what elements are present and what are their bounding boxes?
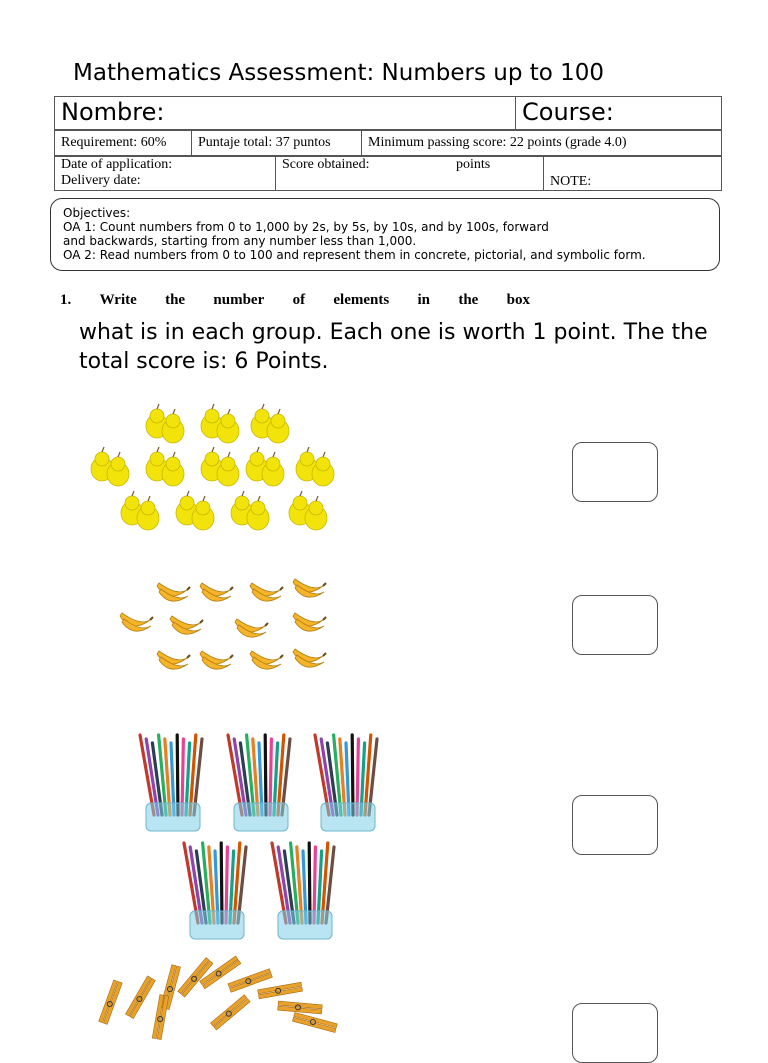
banana-icon: [200, 583, 233, 601]
banana-icon: [250, 651, 283, 669]
pencil-cup-icon: [272, 843, 334, 939]
question-word: of: [292, 292, 306, 308]
pear-pair-icon: [146, 447, 184, 486]
banana-icon: [170, 616, 203, 634]
clothespin-icon: [152, 995, 169, 1040]
delivery-date-label: Delivery date:: [61, 173, 141, 188]
banana-icon: [250, 583, 283, 601]
note-cell[interactable]: [544, 157, 722, 191]
banana-icon: [293, 649, 326, 667]
banana-icon: [157, 583, 190, 601]
oa2-text: OA 2: Read numbers from 0 to 100 and represent them in concrete, pictorial, and symbolic form.: [63, 248, 646, 262]
question-instruction: what is in each group. Each one is worth 1 point. The the total score is: 6 Points.: [79, 320, 708, 374]
points-label: points: [456, 157, 491, 172]
pear-pair-icon: [201, 447, 239, 486]
pear-pair-icon: [246, 447, 284, 486]
clothespin-icon: [258, 982, 303, 999]
banana-icon: [120, 613, 153, 631]
clothespin-icon: [292, 1012, 337, 1032]
score-info-table: [54, 130, 722, 156]
answer-box-1[interactable]: [572, 442, 658, 502]
name-course-table: [54, 96, 722, 130]
name-field[interactable]: Nombre:: [55, 97, 516, 130]
requirement-text: Requirement: 60%: [55, 131, 192, 156]
question-word: the: [458, 292, 479, 308]
pear-pair-icon: [231, 491, 269, 530]
oa1-line1: OA 1: Count numbers from 0 to 1,000 by 2s, by 5s, by 10s, and by 100s, forward: [63, 220, 549, 234]
clothespin-icon: [99, 980, 123, 1024]
min-passing-text: Minimum passing score: 22 points (grade 4.0): [362, 131, 722, 156]
question-word: number: [213, 292, 265, 308]
clothespin-icon: [211, 995, 250, 1030]
pear-pair-icon: [176, 491, 214, 530]
pencil-cup-icon: [228, 735, 290, 831]
banana-icon: [293, 579, 326, 597]
pencil-cup-icon: [140, 735, 202, 831]
dates-table: [54, 156, 722, 191]
pear-pair-icon: [201, 404, 239, 443]
oa1-line2: and backwards, starting from any number less than 1,000.: [63, 234, 417, 248]
pencil-cup-icon: [315, 735, 377, 831]
banana-icon: [293, 613, 326, 631]
pear-pair-icon: [91, 447, 129, 486]
question-word: the: [165, 292, 186, 308]
answer-box-3[interactable]: [572, 795, 658, 855]
answer-box-2[interactable]: [572, 595, 658, 655]
objectives-heading: Objectives:: [63, 206, 131, 220]
dates-cell: [55, 157, 276, 191]
date-application-label: Date of application:: [61, 157, 173, 172]
banana-icon: [235, 619, 268, 637]
page-title: Mathematics Assessment: Numbers up to 100: [73, 60, 605, 86]
question-word: in: [417, 292, 431, 308]
question-word: box: [506, 292, 530, 308]
question-1-heading: [60, 292, 530, 309]
score-obtained-cell[interactable]: [276, 157, 544, 191]
banana-icon: [157, 651, 190, 669]
clothespin-icon: [278, 1001, 323, 1014]
pears-picture: [80, 400, 350, 535]
course-field[interactable]: Course:: [516, 97, 722, 130]
question-number: 1.: [60, 292, 72, 308]
pear-pair-icon: [146, 404, 184, 443]
bananas-picture: [110, 570, 340, 685]
total-score-text: Puntaje total: 37 puntos: [192, 131, 362, 156]
question-word: Write: [99, 292, 137, 308]
pear-pair-icon: [121, 491, 159, 530]
note-label: NOTE:: [550, 174, 592, 189]
pencil-cup-icon: [184, 843, 246, 939]
pencil-cups-picture: [100, 725, 360, 945]
score-obtained-label: Score obtained:: [282, 157, 370, 172]
objectives-box: [50, 198, 720, 271]
pear-pair-icon: [296, 447, 334, 486]
clothespin-icon: [126, 976, 156, 1019]
question-word: elements: [333, 292, 390, 308]
banana-icon: [200, 651, 233, 669]
pear-pair-icon: [289, 491, 327, 530]
pear-pair-icon: [251, 404, 289, 443]
clothespins-picture: [100, 962, 360, 1024]
answer-box-4[interactable]: [572, 1003, 658, 1063]
